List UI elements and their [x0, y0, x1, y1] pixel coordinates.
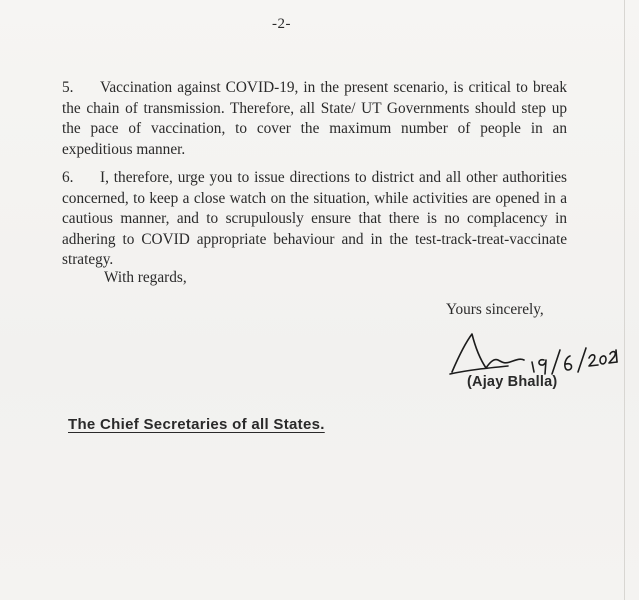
paragraph-6 — [62, 168, 567, 271]
addressee: The Chief Secretaries of all States. — [68, 416, 325, 433]
paragraph-number: 5. — [62, 79, 74, 96]
page-edge-divider — [624, 0, 625, 600]
paragraph-text: Vaccination against COVID-19, in the present scenario, is critical to break the chain of transmission. Therefore, all State/ UT Governments should step up the pace of vaccination, to cover the maximum number of people in an expeditious manner. — [62, 79, 567, 158]
closing-regards: With regards, — [104, 269, 187, 286]
signer-name: (Ajay Bhalla) — [467, 374, 558, 390]
paragraph-5 — [62, 78, 567, 160]
page-number: -2- — [272, 16, 291, 32]
paragraph-text: I, therefore, urge you to issue directions to district and all other authorities concerned, to keep a close watch on the situation, while activities are opened in a cautious manner, and to scrupulously ensure that there is no complacency in adhering to COVID appropriate behaviour and in the test-track-treat-vaccinate strategy. — [62, 169, 567, 268]
valediction: Yours sincerely, — [446, 301, 544, 318]
paragraph-number: 6. — [62, 169, 74, 186]
